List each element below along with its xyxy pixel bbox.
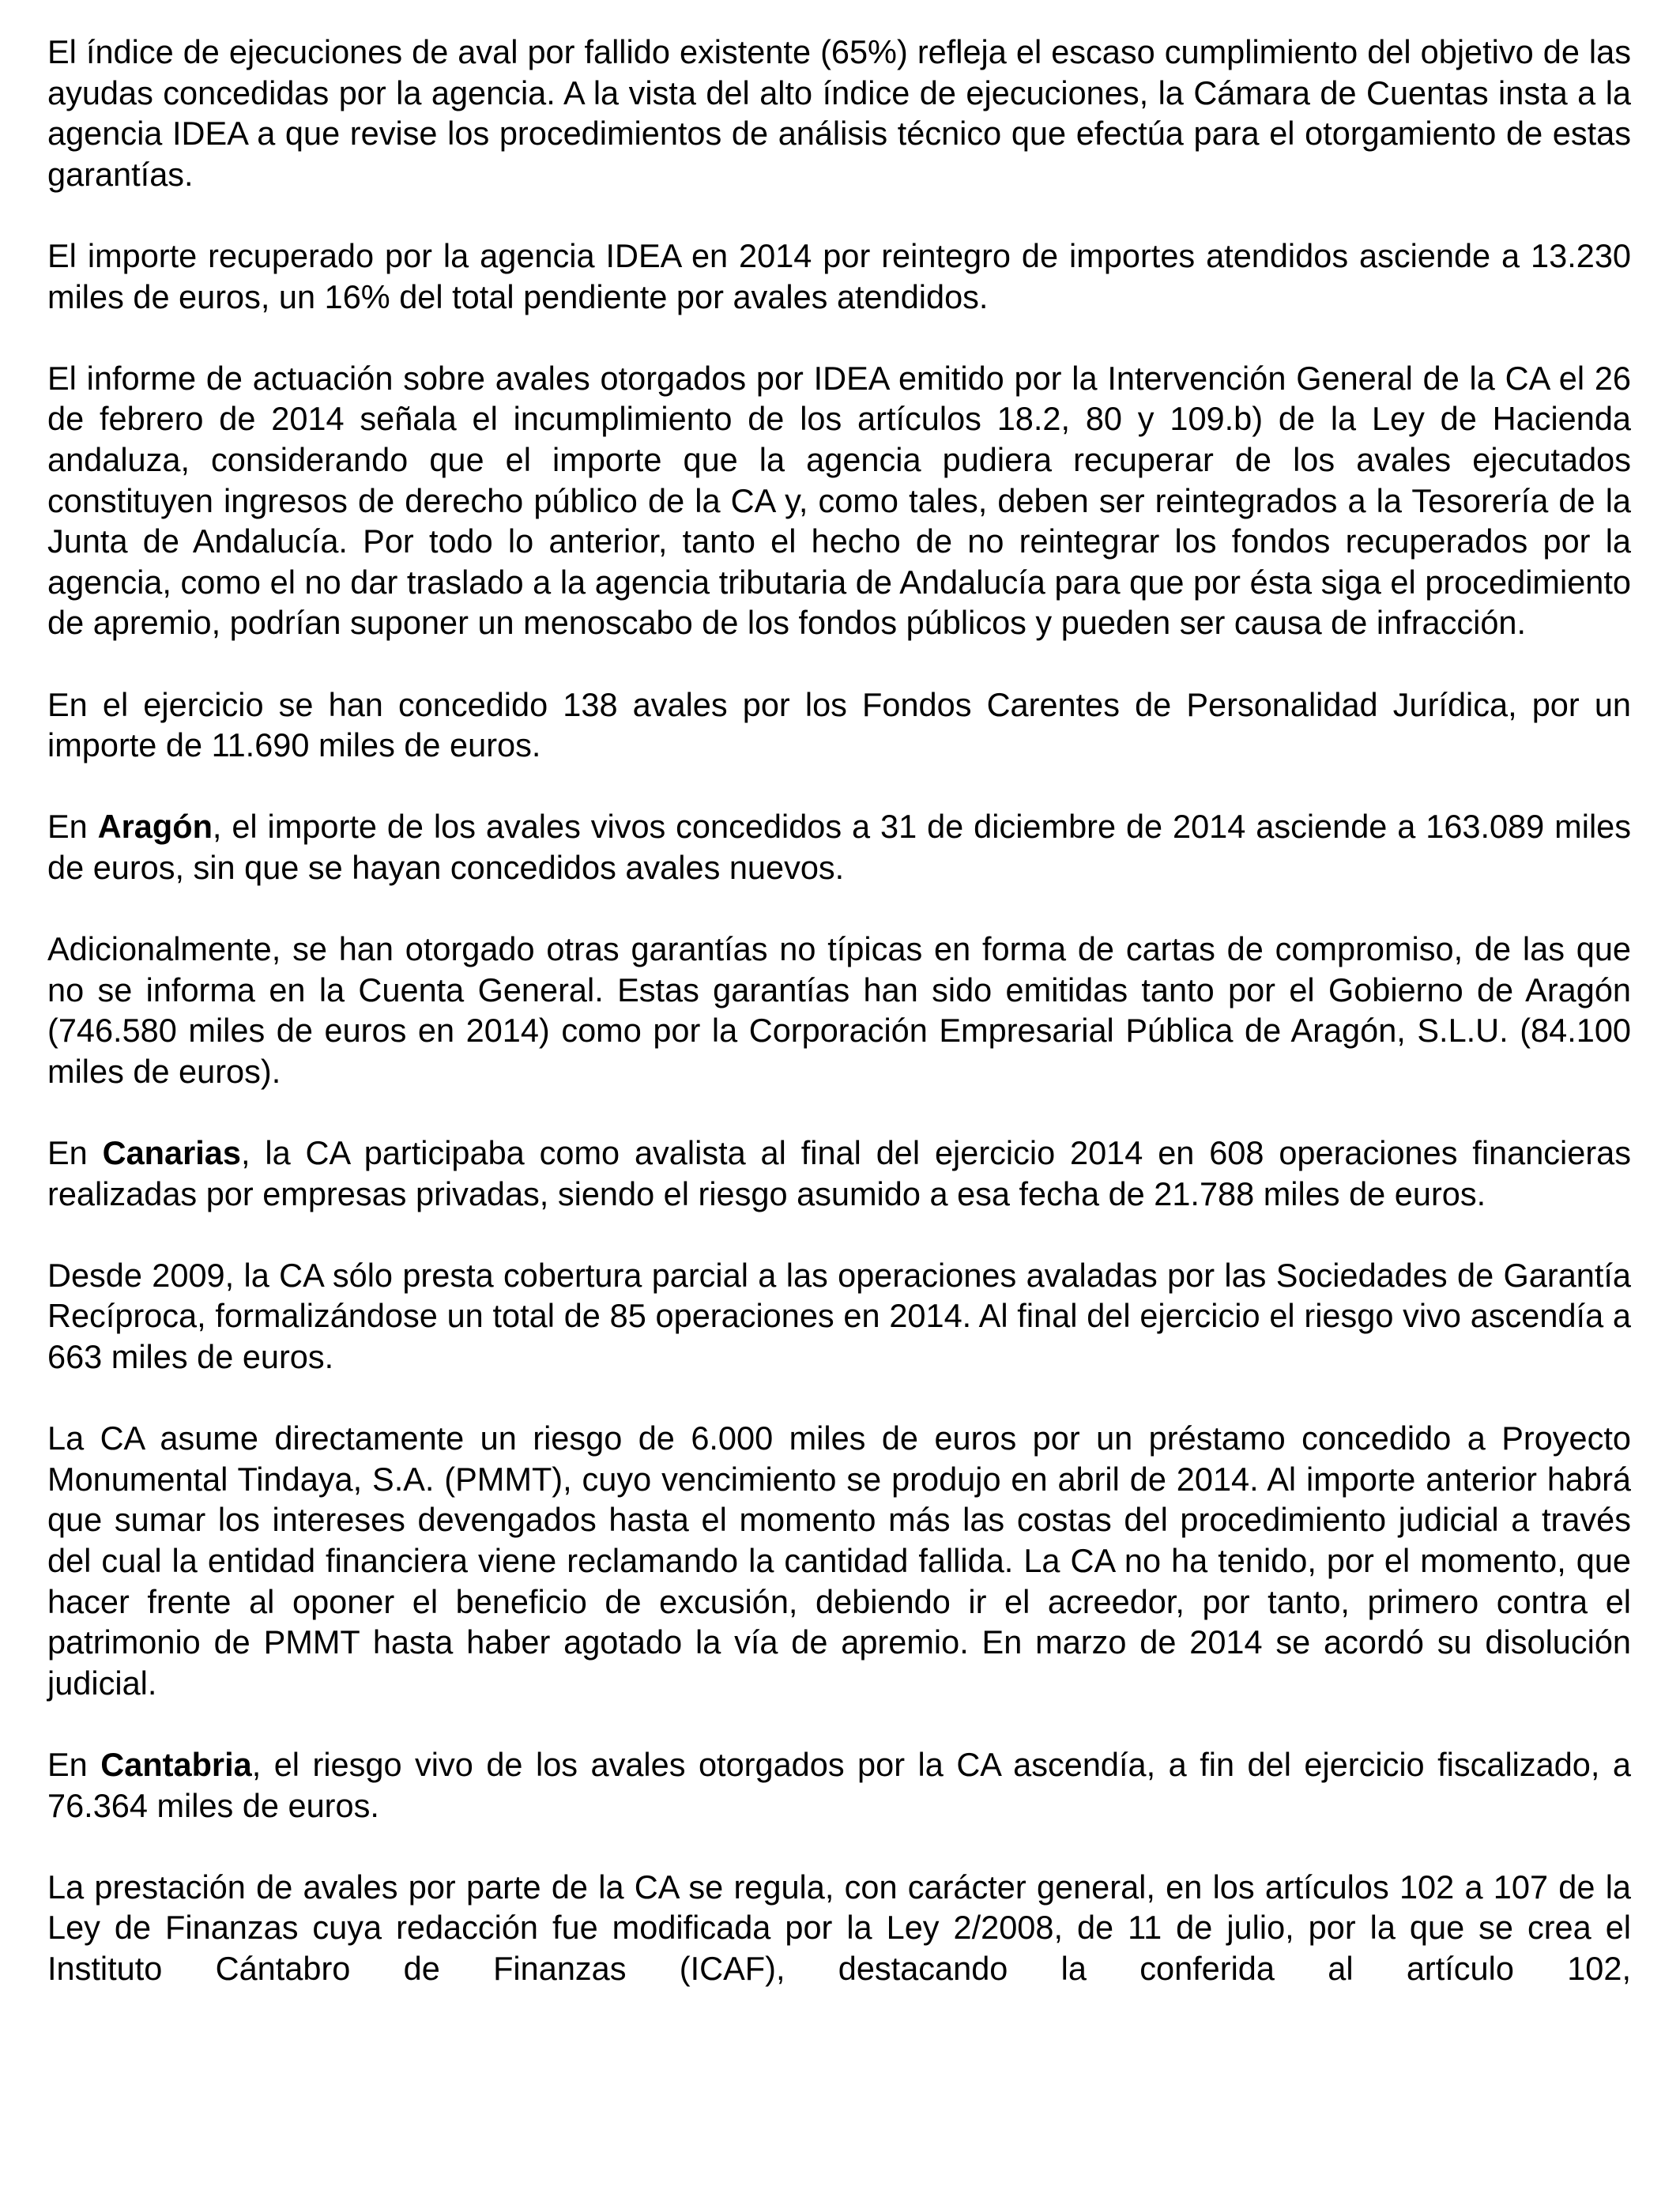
paragraph-canarias	[47, 1133, 1631, 1214]
paragraph-1	[47, 32, 1631, 194]
paragraph-8-text: Desde 2009, la CA sólo presta cobertura parcial a las operaciones avaladas por las Sociedades de Garantía Recíproca, formalizándose un total de 85 operaciones en 2014. Al final del ejercicio el riesgo vivo ascendía a 663 miles de euros.	[47, 1256, 1631, 1375]
paragraph-2-text: El importe recuperado por la agencia IDEA en 2014 por reintegro de importes atendidos asciende a 13.230 miles de euros, un 16% del total pendiente por avales atendidos.	[47, 236, 1631, 315]
paragraph-4	[47, 684, 1631, 766]
paragraph-aragon	[47, 806, 1631, 888]
paragraph-cantabria-lead: En	[47, 1745, 101, 1783]
paragraph-1-text: El índice de ejecuciones de aval por fallido existente (65%) refleja el escaso cumplimiento del objetivo de las ayudas concedidas por la agencia. A la vista del alto índice de ejecuciones, la Cámara de Cuentas insta a la agencia IDEA a que revise los procedimientos de análisis técnico que efectúa para el otorgamiento de estas garantías.	[47, 33, 1631, 193]
paragraph-3	[47, 358, 1631, 643]
paragraph-9-text: La CA asume directamente un riesgo de 6.000 miles de euros por un préstamo concedido a Proyecto Monumental Tindaya, S.A. (PMMT), cuyo vencimiento se produjo en abril de 2014. Al importe anterior habrá que sumar los intereses devengados hasta el momento más las costas del procedimiento judicial a través del cual la entidad financiera viene reclamando la cantidad fallida. La CA no ha tenido, por el momento, que hacer frente al oponer el beneficio de excusión, debiendo ir el acreedor, por tanto, primero contra el patrimonio de PMMT hasta haber agotado la vía de apremio. En marzo de 2014 se acordó su disolución judicial.	[47, 1419, 1631, 1702]
paragraph-9	[47, 1418, 1631, 1703]
paragraph-6-text: Adicionalmente, se han otorgado otras garantías no típicas en forma de cartas de compromiso, de las que no se informa en la Cuenta General. Estas garantías han sido emitidas tanto por el Gobierno de Aragón (746.580 miles de euros en 2014) como por la Corporación Empresarial Pública de Aragón, S.L.U. (84.100 miles de euros).	[47, 930, 1631, 1090]
paragraph-aragon-text: , el importe de los avales vivos concedidos a 31 de diciembre de 2014 asciende a 163.089 miles de euros, sin que se hayan concedidos avales nuevos.	[47, 808, 1632, 886]
paragraph-cantabria	[47, 1744, 1631, 1826]
paragraph-cantabria-text: , el riesgo vivo de los avales otorgados por la CA ascendía, a fin del ejercicio fiscalizado, a 76.364 miles de euros.	[47, 1745, 1631, 1824]
document-body	[47, 32, 1631, 1989]
paragraph-4-text: En el ejercicio se han concedido 138 avales por los Fondos Carentes de Personalidad Jurídica, por un importe de 11.690 miles de euros.	[47, 685, 1631, 764]
paragraph-8	[47, 1255, 1631, 1378]
paragraph-3-text: El informe de actuación sobre avales otorgados por IDEA emitido por la Intervención General de la CA el 26 de febrero de 2014 señala el incumplimiento de los artículos 18.2, 80 y 109.b) de la Ley de Hacienda andaluza, considerando que el importe que la agencia pudiera recuperar de los avales ejecutados constituyen ingresos de derecho público de la CA y, como tales, deben ser reintegrados a la Tesorería de la Junta de Andalucía. Por todo lo anterior, tanto el hecho de no reintegrar los fondos recuperados por la agencia, como el no dar traslado a la agencia tributaria de Andalucía para que por ésta siga el procedimiento de apremio, podrían suponer un menoscabo de los fondos públicos y pueden ser causa de infracción.	[47, 359, 1631, 642]
paragraph-2	[47, 236, 1631, 317]
region-name-canarias: Canarias	[102, 1134, 241, 1172]
paragraph-11	[47, 1867, 1631, 1989]
paragraph-6	[47, 929, 1631, 1091]
paragraph-canarias-lead: En	[47, 1134, 103, 1172]
paragraph-canarias-text: , la CA participaba como avalista al final del ejercicio 2014 en 608 operaciones financieras realizadas por empresas privadas, siendo el riesgo asumido a esa fecha de 21.788 miles de euros.	[47, 1134, 1631, 1212]
paragraph-aragon-lead: En	[47, 808, 98, 846]
paragraph-11-text: La prestación de avales por parte de la CA se regula, con carácter general, en los artículos 102 a 107 de la Ley de Finanzas cuya redacción fue modificada por la Ley 2/2008, de 11 de julio, por la que se crea el Instituto Cántabro de Finanzas (ICAF), destacando la conferida al artículo 102,	[47, 1868, 1631, 1987]
region-name-cantabria: Cantabria	[100, 1745, 252, 1783]
region-name-aragon: Aragón	[97, 808, 213, 846]
